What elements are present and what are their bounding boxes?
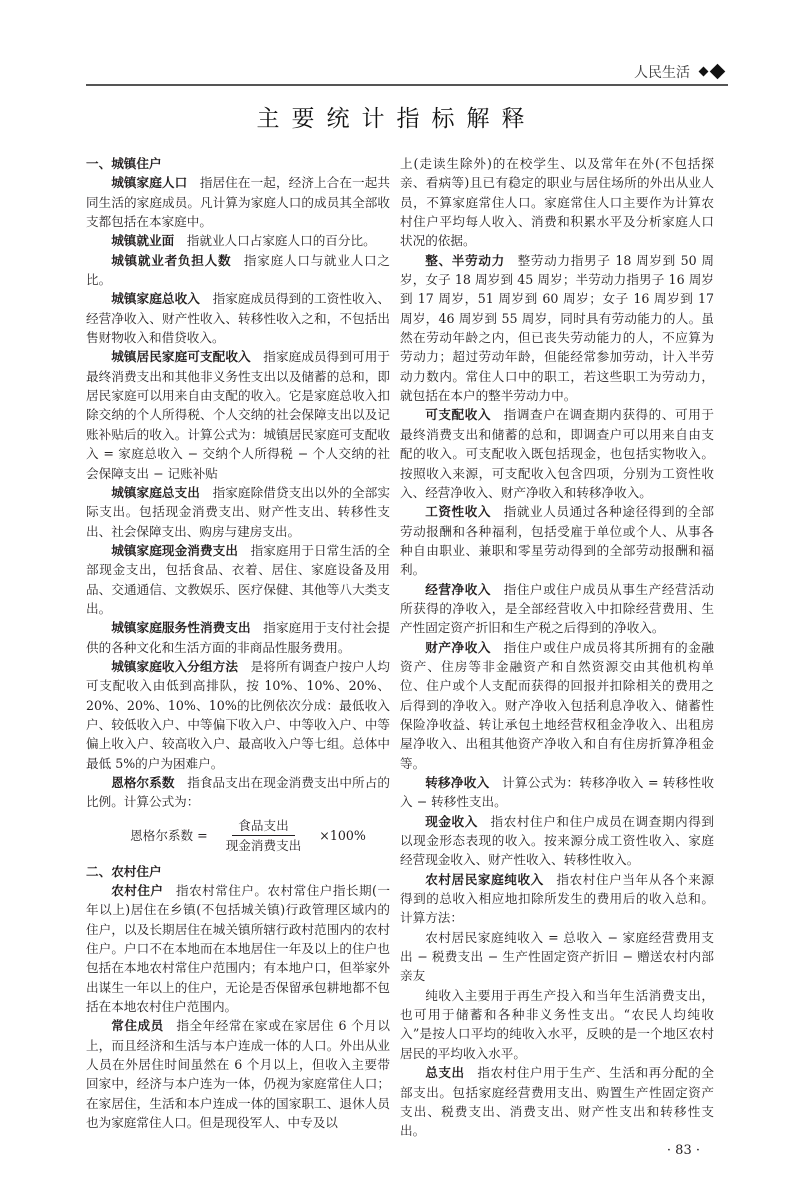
formula-text: 农村居民家庭纯收入 = 总收入 − 家庭经营费用支出 − 税费支出 − 生产性固定资产折旧 − 赠送农村内部亲友 bbox=[400, 929, 714, 984]
definition-text: 整劳动力指男子 18 周岁到 50 周岁，女子 18 周岁到 45 周岁；半劳动力指男子 16 周岁到 17 周岁，51 周岁到 60 周岁；女子 16 周岁到 17 周岁，46 周岁到 55 周岁，同时具有劳动能力的人。虽然在劳动年龄之内，但已丧失劳动能力的人，不应算为劳动力；超过劳动年龄，但能经常参加劳动，计入半劳动力数内。常住人口中的职工，若这些职工为劳动力，就包括在本户的整半劳动力中。 bbox=[400, 252, 714, 404]
section-label: 人民生活 bbox=[634, 65, 690, 81]
fraction bbox=[220, 816, 308, 855]
formula-lhs: 恩格尔系数 = bbox=[130, 828, 208, 844]
definition bbox=[400, 251, 714, 406]
definition-text: 计算公式为：转移净收入 = 转移性收入 − 转移性支出。 bbox=[400, 775, 715, 810]
definition-text: 指就业人口占家庭人口的百分比。 bbox=[186, 233, 376, 249]
term: 财产净收入 bbox=[425, 639, 492, 655]
definition bbox=[86, 1016, 390, 1132]
section-heading: 一、城镇住户 bbox=[86, 156, 162, 171]
columns bbox=[86, 154, 714, 1141]
definition-text: 指住户或住户成员将其所拥有的金融资产、住房等非金融资产和自然资源交由其他机构单位、住户或个人支配而获得的回报并扣除相关的费用之后得到的净收入。财产净收入包括利息净收入、储蓄性保险净收益、转让承包土地经营权租金净收入、出租房屋净收入、出租其他资产净收入和自有住房折算净租金等。 bbox=[400, 639, 715, 771]
definition bbox=[86, 251, 390, 290]
definition bbox=[86, 618, 390, 657]
term: 城镇家庭现金消费支出 bbox=[111, 542, 238, 558]
definition bbox=[86, 483, 390, 541]
term: 农村住户 bbox=[111, 883, 164, 899]
term: 城镇家庭服务性消费支出 bbox=[111, 620, 251, 636]
definition bbox=[86, 773, 390, 812]
left-column bbox=[86, 154, 390, 1133]
definition-text: 指农村住户用于生产、生活和再分配的全部支出。包括家庭经营费用支出、购置生产性固定资产支出、税费支出、消费支出、财产性支出和转移性支出。 bbox=[400, 1065, 715, 1139]
numerator: 食品支出 bbox=[232, 816, 294, 836]
definition bbox=[86, 289, 390, 347]
term: 现金收入 bbox=[425, 813, 478, 829]
definition bbox=[86, 541, 390, 618]
term: 转移净收入 bbox=[425, 775, 490, 790]
definition bbox=[400, 502, 714, 579]
term: 可支配收入 bbox=[425, 407, 492, 423]
page-title: 主要统计指标解释 bbox=[256, 106, 537, 132]
term: 城镇家庭总支出 bbox=[111, 484, 200, 500]
definition bbox=[86, 173, 390, 231]
term: 农村居民家庭纯收入 bbox=[425, 871, 544, 887]
term: 城镇就业者负担人数 bbox=[111, 252, 232, 268]
definition-text: 指家庭成员得到的工资性收入、经营净收入、财产性收入、转移性收入之和，不包括出售财物收入和借贷收入。 bbox=[86, 291, 391, 346]
term: 经营净收入 bbox=[425, 581, 492, 597]
definition-text: 指食品支出在现金消费支出中所占的比例。计算公式为： bbox=[86, 775, 391, 810]
definition bbox=[400, 812, 714, 870]
engel-formula bbox=[106, 814, 390, 858]
page-number: · 83 · bbox=[666, 1142, 700, 1158]
definition-text: 指农村住户和住户成员在调查期内得到以现金形态表现的收入。按来源分成工资性收入、家庭经营现金收入、财产性收入、转移性收入。 bbox=[400, 813, 715, 868]
definition-text: 指家庭用于日常生活的全部现金支出，包括食品、衣着、居住、家庭设备及用品、交通通信、文教娱乐、医疗保健、其他等八大类支出。 bbox=[86, 542, 391, 616]
term: 恩格尔系数 bbox=[111, 775, 175, 790]
page-body bbox=[86, 154, 714, 1181]
term: 城镇家庭收入分组方法 bbox=[111, 658, 238, 674]
term: 城镇就业面 bbox=[111, 233, 175, 249]
definition bbox=[400, 405, 714, 502]
definition bbox=[400, 580, 714, 638]
definition-text: 指调查户在调查期内获得的、可用于最终消费支出和储蓄的总和，即调查户可以用来自由支配的收入。可支配收入既包括现金，也包括实物收入。按照收入来源，可支配收入包含四项，分别为工资性收入、经营净收入、财产净收入和转移净收入。 bbox=[400, 407, 715, 500]
right-column bbox=[400, 154, 714, 1141]
term: 城镇家庭总收入 bbox=[111, 291, 200, 307]
definition-text: 指全年经常在家或在家居住 6 个月以上，而且经济和生活与本户连成一体的人口。外出从业人员在外居住时间虽然在 6 个月以上，但收入主要带回家中，经济与本户连为一体，仍视为家庭常住人口；在家居住，生活和本户连成一体的国家职工、退休人员也为家庭常住人口。但是现役军人、中专及以 bbox=[86, 1018, 390, 1131]
term: 城镇家庭人口 bbox=[111, 175, 188, 191]
definition-continued: 上(走读生除外)的在校学生、以及常年在外(不包括探亲、看病等)且已有稳定的职业与居住场所的外出从业人员，不算家庭常住人口。家庭常住人口主要作为计算农村住户平均每人收入、消费和积累水平及分析家庭人口状况的依据。 bbox=[400, 156, 714, 249]
definition-text: 指居住在一起，经济上合在一起共同生活的家庭成员。凡计算为家庭人口的成员其全部收支都包括在本家庭中。 bbox=[86, 175, 391, 230]
section-heading: 二、农村住户 bbox=[86, 863, 162, 879]
definition-text: 指家庭用于支付社会提供的各种文化和生活方面的非商品性服务费用。 bbox=[86, 620, 391, 655]
term: 城镇居民家庭可支配收入 bbox=[111, 349, 251, 365]
running-header bbox=[86, 60, 728, 86]
definition-text: 指住户或住户成员从事生产经营活动所获得的净收入，是全部经营收入中扣除经营费用、生产性固定资产折旧和生产税之后得到的净收入。 bbox=[400, 581, 715, 636]
diamond-icon bbox=[694, 63, 728, 79]
definition-text: 指就业人员通过各种途径得到的全部劳动报酬和各种福利，包括受雇于单位或个人、从事各种自由职业、兼职和零星劳动得到的全部劳动报酬和福利。 bbox=[400, 504, 715, 578]
term: 整、半劳动力 bbox=[425, 252, 505, 268]
definition-text: 是将所有调查户按户人均可支配收入由低到高排队，按 10%、10%、20%、20%、20%、10%、10%的比例依次分成：最低收入户、较低收入户、中等偏下收入户、中等收入户、中等偏上收入户、较高收入户、最高收入户等七组。总体中最低 5%的户为困难户。 bbox=[86, 658, 391, 771]
definition bbox=[400, 638, 714, 773]
term: 总支出 bbox=[425, 1065, 465, 1081]
definition bbox=[400, 870, 714, 928]
definition bbox=[86, 881, 390, 1016]
definition-text: 指家庭除借贷支出以外的全部实际支出。包括现金消费支出、财产性支出、转移性支出、社会保障支出、购房与建房支出。 bbox=[86, 484, 391, 539]
definition bbox=[86, 657, 390, 773]
definition-text: 指农村住户当年从各个来源得到的总收入相应地扣除所发生的费用后的收入总和。计算方法： bbox=[400, 871, 715, 926]
definition bbox=[400, 1063, 714, 1140]
definition-text: 指农村常住户。农村常住户指长期(一年以上)居住在乡镇(不包括城关镇)行政管理区域内的住户，以及长期居住在城关镇所辖行政村范围内的农村住户。户口不在本地而在本地居住一年及以上的住户也包括在本地农村常住户范围内；有本地户口，但举家外出谋生一年以上的住户，无论是否保留承包耕地都不包括在本地农村住户范围内。 bbox=[86, 883, 390, 1015]
definition bbox=[86, 231, 390, 250]
definition bbox=[86, 347, 390, 482]
term: 工资性收入 bbox=[425, 504, 492, 520]
definition-text: 指家庭成员得到可用于最终消费支出和其他非义务性支出以及储蓄的总和，即居民家庭可以用来自由支配的收入。它是家庭总收入扣除交纳的个人所得税、个人交纳的社会保障支出以及记账补贴后的收入。计算公式为：城镇居民家庭可支配收入 = 家庭总收入 − 交纳个人所得税 − 个人交纳的社会保障支出 − 记账补贴 bbox=[86, 349, 391, 481]
denominator: 现金消费支出 bbox=[225, 838, 302, 854]
definition bbox=[400, 773, 714, 812]
term: 常住成员 bbox=[111, 1018, 164, 1034]
paragraph: 纯收入主要用于再生产投入和当年生活消费支出，也可用于储蓄和各种非义务性支出。“农民人均纯收入”是按人口平均的纯收入水平，反映的是一个地区农村居民的平均收入水平。 bbox=[400, 987, 714, 1061]
formula-factor: ×100% bbox=[319, 828, 366, 844]
definition-text: 指家庭人口与就业人口之比。 bbox=[86, 252, 391, 288]
